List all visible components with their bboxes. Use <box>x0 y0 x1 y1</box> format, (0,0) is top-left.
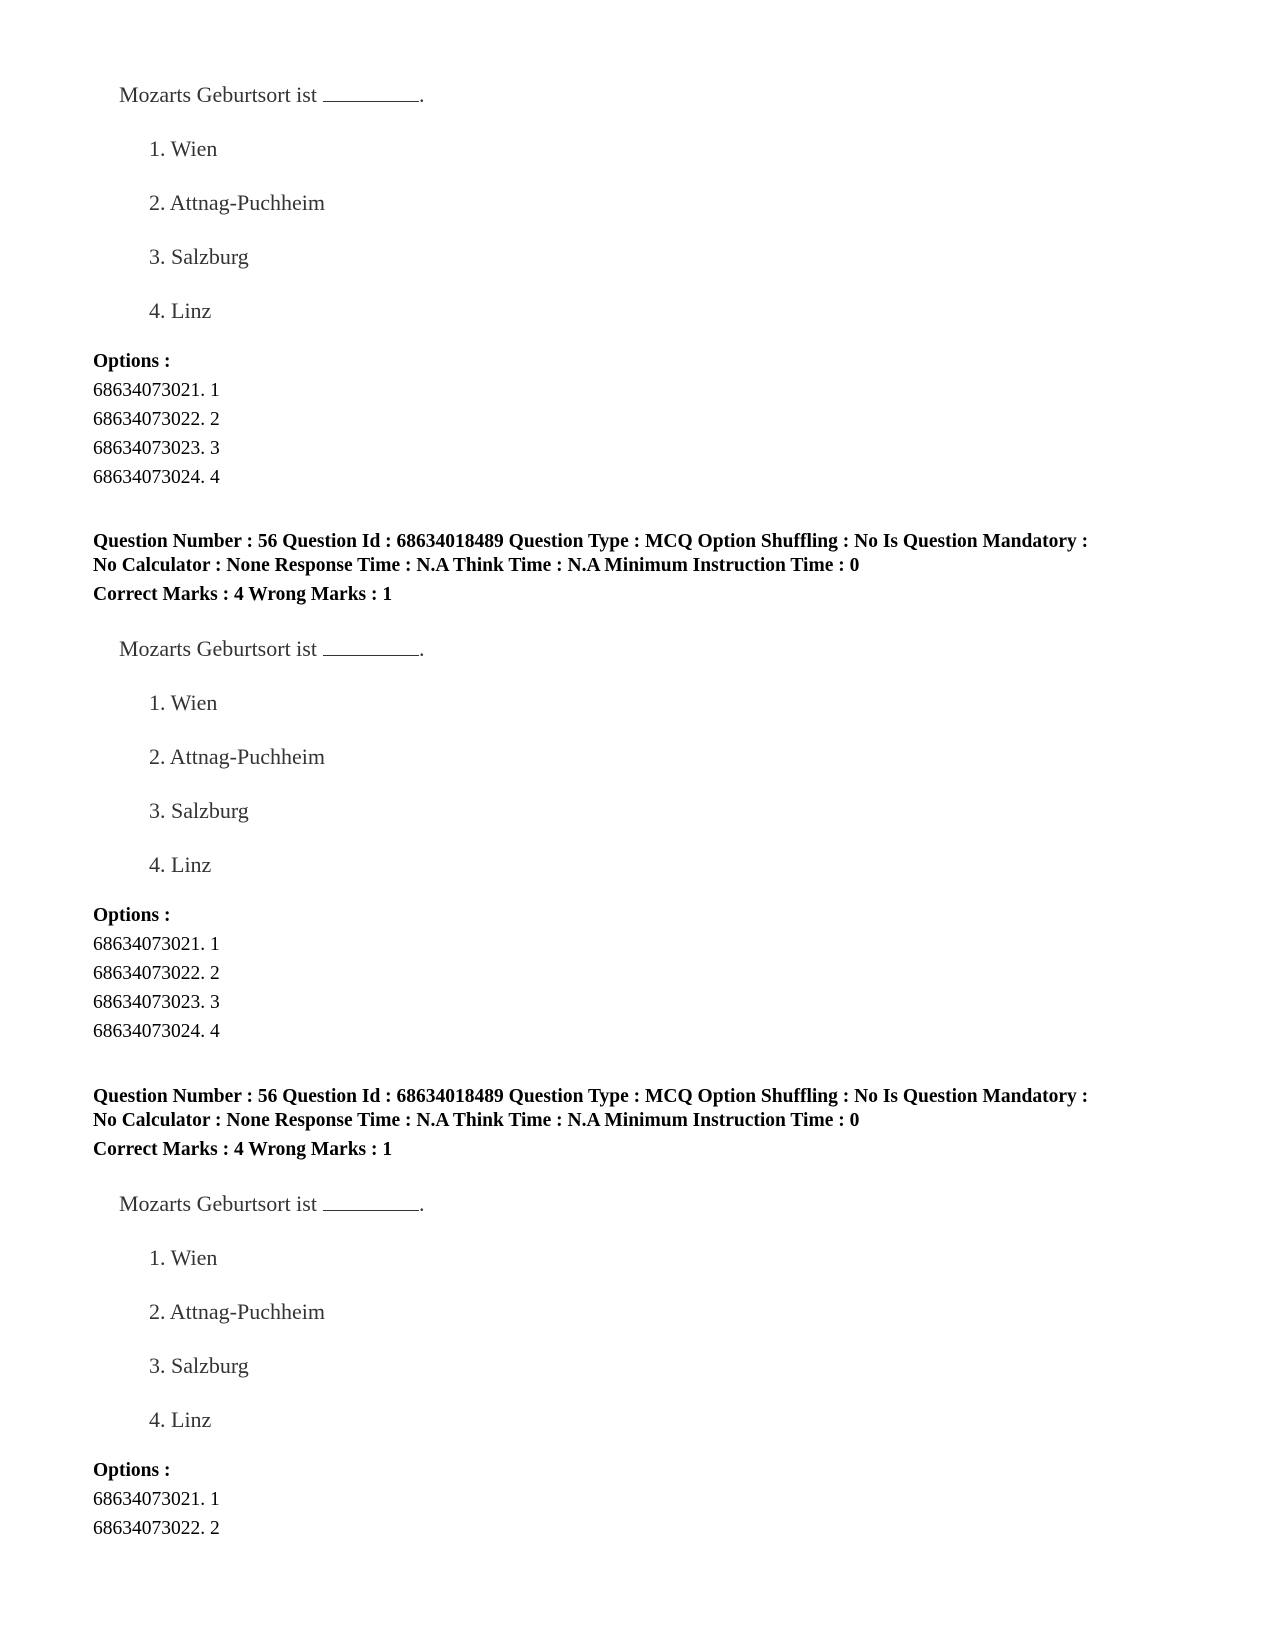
answer-blank <box>323 83 419 102</box>
question-stem-text: Mozarts Geburtsort ist <box>119 1191 317 1216</box>
answer-choice: 1. Wien <box>149 1245 218 1270</box>
option-id: 68634073024. 4 <box>93 1021 220 1042</box>
answer-choice: 2. Attnag-Puchheim <box>149 744 325 769</box>
question-stem <box>119 1191 424 1217</box>
question-stem-end: . <box>418 636 425 661</box>
question-stem-end: . <box>418 1191 425 1216</box>
answer-choice: 3. Salzburg <box>149 244 249 269</box>
question-marks: Correct Marks : 4 Wrong Marks : 1 <box>93 1139 393 1160</box>
option-id: 68634073022. 2 <box>93 409 220 430</box>
question-stem-end: . <box>418 82 425 107</box>
options-label: Options : <box>93 905 171 926</box>
question-stem <box>119 636 424 662</box>
answer-blank <box>323 1192 419 1211</box>
answer-choice: 1. Wien <box>149 690 218 715</box>
answer-choice: 3. Salzburg <box>149 798 249 823</box>
question-stem <box>119 82 424 108</box>
question-meta-line-2: No Calculator : None Response Time : N.A Think Time : N.A Minimum Instruction Time : 0 <box>93 555 860 576</box>
options-label: Options : <box>93 1460 171 1481</box>
answer-choice: 2. Attnag-Puchheim <box>149 1299 325 1324</box>
option-id: 68634073022. 2 <box>93 1518 220 1539</box>
option-id: 68634073023. 3 <box>93 438 220 459</box>
answer-choice: 4. Linz <box>149 1407 212 1432</box>
option-id: 68634073024. 4 <box>93 467 220 488</box>
option-id: 68634073023. 3 <box>93 992 220 1013</box>
answer-choice: 2. Attnag-Puchheim <box>149 190 325 215</box>
option-id: 68634073022. 2 <box>93 963 220 984</box>
answer-blank <box>323 637 419 656</box>
answer-choice: 4. Linz <box>149 298 212 323</box>
question-meta-line-1: Question Number : 56 Question Id : 68634018489 Question Type : MCQ Option Shuffling : No Is Question Mandatory : <box>93 531 1089 552</box>
question-stem-text: Mozarts Geburtsort ist <box>119 82 317 107</box>
question-stem-text: Mozarts Geburtsort ist <box>119 636 317 661</box>
option-id: 68634073021. 1 <box>93 380 220 401</box>
answer-choice: 3. Salzburg <box>149 1353 249 1378</box>
question-marks: Correct Marks : 4 Wrong Marks : 1 <box>93 584 393 605</box>
answer-choice: 4. Linz <box>149 852 212 877</box>
options-label: Options : <box>93 351 171 372</box>
question-meta-line-2: No Calculator : None Response Time : N.A Think Time : N.A Minimum Instruction Time : 0 <box>93 1110 860 1131</box>
answer-choice: 1. Wien <box>149 136 218 161</box>
question-meta-line-1: Question Number : 56 Question Id : 68634018489 Question Type : MCQ Option Shuffling : No Is Question Mandatory : <box>93 1086 1089 1107</box>
option-id: 68634073021. 1 <box>93 1489 220 1510</box>
option-id: 68634073021. 1 <box>93 934 220 955</box>
